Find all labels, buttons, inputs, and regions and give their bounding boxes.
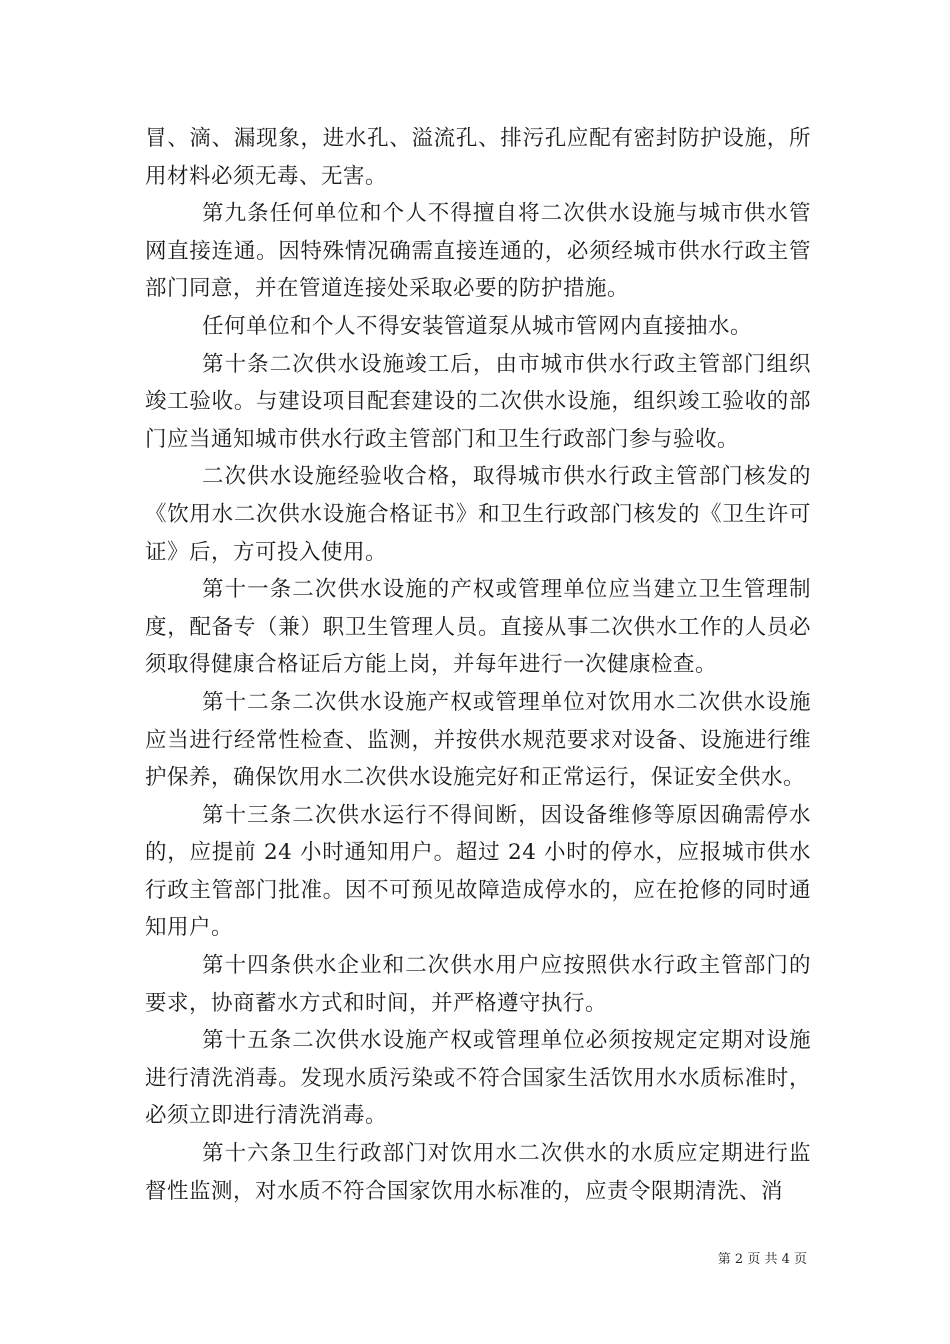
paragraph-continuation: 冒、滴、漏现象，进水孔、溢流孔、排污孔应配有密封防护设施，所用材料必须无毒、无害。 [145,126,811,189]
paragraph-article-15: 第十五条二次供水设施产权或管理单位必须按规定定期对设施进行清洗消毒。发现水质污染或不符合国家生活饮用水水质标准时，必须立即进行清洗消毒。 [145,1028,811,1129]
paragraph-article-12: 第十二条二次供水设施产权或管理单位对饮用水二次供水设施应当进行经常性检查、监测，并按供水规范要求对设备、设施进行维护保养，确保饮用水二次供水设施完好和正常运行，保证安全供水。 [145,689,811,791]
paragraph-article-11: 第十一条二次供水设施的产权或管理单位应当建立卫生管理制度，配备专（兼）职卫生管理人员。直接从事二次供水工作的人员必须取得健康合格证后方能上岗，并每年进行一次健康检查。 [145,577,811,678]
paragraph-article-13: 第十三条二次供水运行不得间断，因设备维修等原因确需停水的，应提前 24 小时通知用户。超过 24 小时的停水，应报城市供水行政主管部门批准。因不可预见故障造成停水的，应在抢修的同时通知用户。 [145,802,811,941]
paragraph-article-10: 第十条二次供水设施竣工后，由市城市供水行政主管部门组织竣工验收。与建设项目配套建设的二次供水设施，组织竣工验收的部门应当通知城市供水行政主管部门和卫生行政部门参与验收。 [145,351,811,452]
paragraph-article-10-clause: 二次供水设施经验收合格，取得城市供水行政主管部门核发的《饮用水二次供水设施合格证书》和卫生行政部门核发的《卫生许可证》后，方可投入使用。 [145,464,811,565]
document-body [145,120,811,1210]
paragraph-article-9-clause: 任何单位和个人不得安装管道泵从城市管网内直接抽水。 [202,313,753,339]
paragraph-article-16: 第十六条卫生行政部门对饮用水二次供水的水质应定期进行监督性监测，对水质不符合国家饮用水标准的，应责令限期清洗、消 [145,1141,811,1204]
paragraph-article-9: 第九条任何单位和个人不得擅自将二次供水设施与城市供水管网直接连通。因特殊情况确需直接连通的，必须经城市供水行政主管部门同意，并在管道连接处采取必要的防护措施。 [145,201,811,302]
page-number: 第 2 页 共 4 页 [717,1252,807,1267]
paragraph-article-14: 第十四条供水企业和二次供水用户应按照供水行政主管部门的要求，协商蓄水方式和时间，并严格遵守执行。 [145,953,811,1016]
